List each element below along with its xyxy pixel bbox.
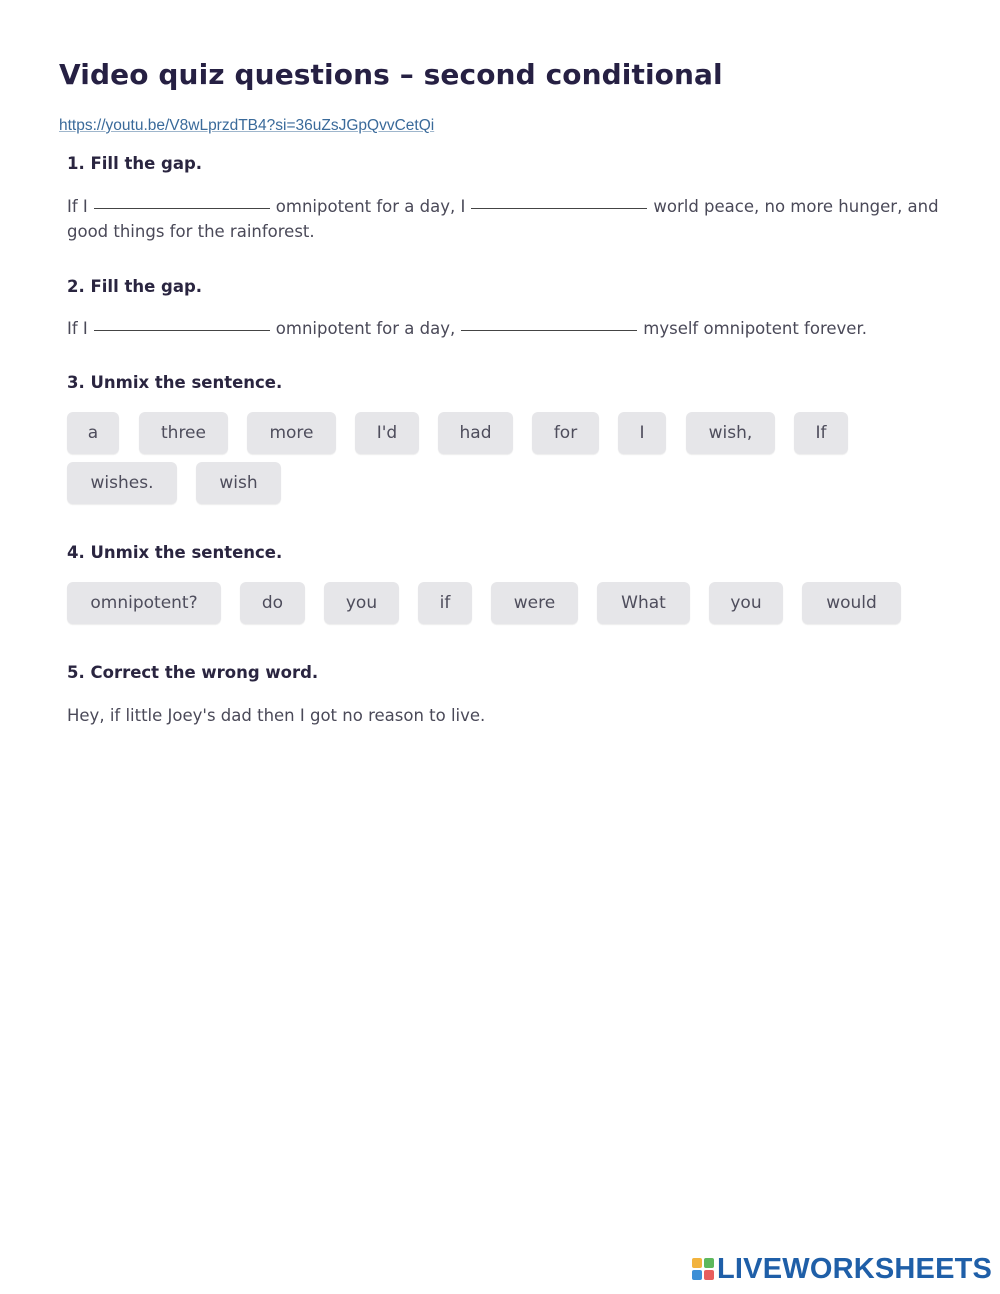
video-link[interactable]: https://youtu.be/V8wLprzdTB4?si=36uZsJGpQvvCetQi xyxy=(59,117,435,134)
question-2-part-3: myself omnipotent forever. xyxy=(643,319,867,338)
word-tile[interactable]: three xyxy=(139,412,228,454)
logo-mark-icon xyxy=(692,1258,714,1280)
question-4-heading: 4. Unmix the sentence. xyxy=(67,543,283,562)
question-1-text xyxy=(67,194,947,244)
word-tile[interactable]: What xyxy=(597,582,690,624)
question-1-part-2: omnipotent for a day, I xyxy=(275,197,466,216)
word-tile[interactable]: wishes. xyxy=(67,462,177,504)
word-tile[interactable]: you xyxy=(324,582,399,624)
question-1-gap-1[interactable] xyxy=(94,207,270,209)
question-2-gap-1[interactable] xyxy=(94,329,270,331)
question-1-heading: 1. Fill the gap. xyxy=(67,154,203,173)
word-tile[interactable]: I xyxy=(618,412,666,454)
word-tile[interactable]: had xyxy=(438,412,513,454)
question-2-part-1: If I xyxy=(67,319,88,338)
question-1-part-1: If I xyxy=(67,197,88,216)
word-tile[interactable]: I'd xyxy=(355,412,419,454)
logo-wordmark: LIVEWORKSHEETS xyxy=(717,1252,993,1285)
word-tile[interactable]: do xyxy=(240,582,305,624)
word-tile[interactable]: wish, xyxy=(686,412,775,454)
question-2-gap-2[interactable] xyxy=(461,329,637,331)
word-tile[interactable]: omnipotent? xyxy=(67,582,221,624)
question-5-heading: 5. Correct the wrong word. xyxy=(67,663,319,682)
word-tile[interactable]: wish xyxy=(196,462,281,504)
question-2-part-2: omnipotent for a day, xyxy=(275,319,456,338)
word-tile[interactable]: if xyxy=(418,582,472,624)
question-2-heading: 2. Fill the gap. xyxy=(67,277,203,296)
word-tile[interactable]: a xyxy=(67,412,119,454)
word-tile[interactable]: If xyxy=(794,412,848,454)
question-1-part-3: world peace, no more hunger, and good things for the rainforest. xyxy=(67,197,939,241)
question-2-text xyxy=(67,316,947,341)
word-tile[interactable]: you xyxy=(709,582,783,624)
question-5-sentence[interactable]: Hey, if little Joey's dad then I got no reason to live. xyxy=(67,706,486,725)
page-title: Video quiz questions – second conditional xyxy=(59,58,723,91)
question-1-gap-2[interactable] xyxy=(471,207,647,209)
word-tile[interactable]: would xyxy=(802,582,901,624)
question-3-heading: 3. Unmix the sentence. xyxy=(67,373,283,392)
liveworksheets-logo xyxy=(692,1252,992,1286)
word-tile[interactable]: were xyxy=(491,582,578,624)
word-tile[interactable]: more xyxy=(247,412,336,454)
word-tile[interactable]: for xyxy=(532,412,599,454)
